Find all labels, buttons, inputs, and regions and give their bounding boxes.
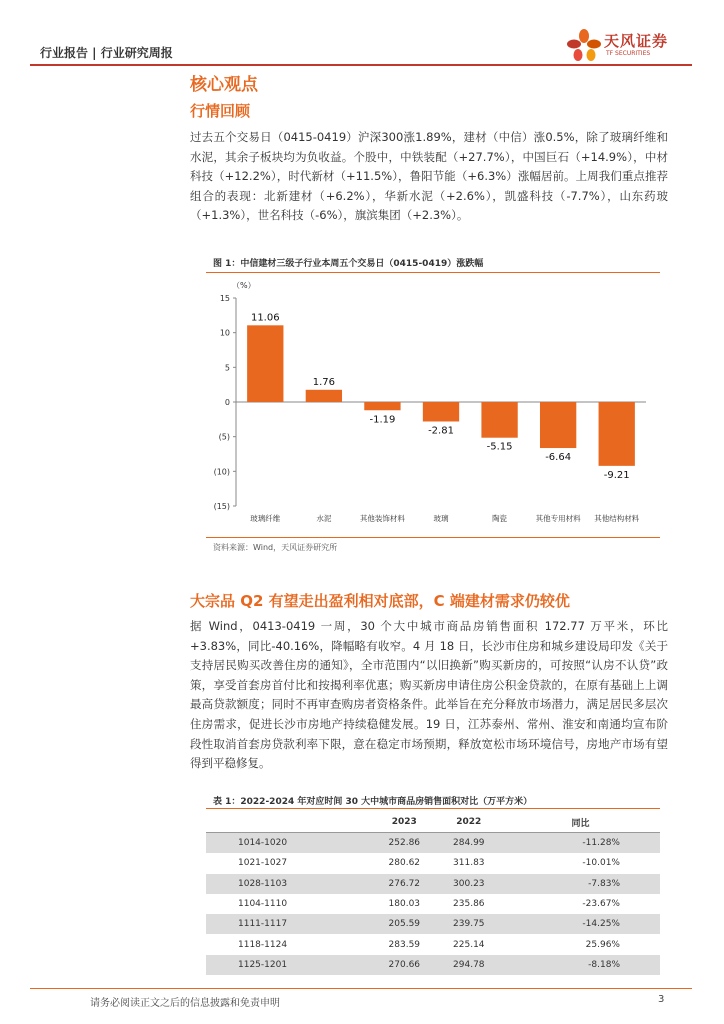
bar bbox=[247, 325, 283, 402]
brand-name: 天风证券 bbox=[604, 32, 669, 50]
table-cell: 1125-1201 bbox=[206, 955, 372, 975]
y-tick-label: 5 bbox=[224, 363, 230, 373]
market-review-paragraph: 过去五个交易日（0415-0419）沪深300涨1.89%，建材（中信）涨0.5%，除了玻璃纤维和水泥，其余子板块均为负收益。个股中，中铁装配（+27.7%），中国巨石（+14.9%），中材科技（+12.2%），时代新材（+11.5%），鲁阳节能（+6.3%）涨幅居前。上周我们重点推荐组合的表现：北新建材（+6.2%），华新水泥（+2.6%），凯盛科技（-7.7%），山东药玻（+1.3%），世名科技（-6%），旗滨集团（+2.3%）。 bbox=[190, 130, 668, 223]
table-cell: 252.86 bbox=[372, 833, 437, 854]
table-header-row bbox=[206, 812, 660, 833]
bar bbox=[306, 390, 342, 402]
footer-divider bbox=[30, 988, 692, 989]
bar bbox=[364, 402, 400, 410]
data-label: -1.19 bbox=[369, 414, 396, 426]
table-row bbox=[206, 934, 660, 954]
table-cell: -10.01% bbox=[582, 858, 620, 869]
table-row bbox=[206, 853, 660, 873]
figure-source: 资料来源：Wind，天风证券研究所 bbox=[213, 543, 338, 552]
footer-disclaimer: 请务必阅读正文之后的信息披露和免责申明 bbox=[90, 998, 280, 1009]
table-title: 表 1：2022-2024 年对应时间 30 大中城市商品房销售面积对比（万平方米） bbox=[213, 797, 533, 807]
y-tick-label: 0 bbox=[224, 398, 230, 407]
data-label: -5.15 bbox=[486, 441, 513, 453]
y-tick-label: 10 bbox=[219, 328, 230, 338]
bar bbox=[540, 402, 576, 448]
table-row bbox=[206, 914, 660, 934]
figure-bottom-rule bbox=[206, 537, 660, 538]
table-header-cell bbox=[206, 812, 372, 833]
sector-return-chart bbox=[206, 278, 660, 536]
table-cell: 1104-1110 bbox=[238, 899, 288, 910]
sales-area-table bbox=[206, 812, 660, 975]
page-title: 核心观点 bbox=[190, 75, 258, 95]
page-number: 3 bbox=[658, 994, 665, 1005]
y-tick-label: 15 bbox=[219, 294, 230, 303]
bar bbox=[423, 402, 459, 421]
table-cell: 270.66 bbox=[372, 955, 437, 975]
table-cell: 311.83 bbox=[453, 858, 485, 869]
figure-title: 图 1：中信建材三级子行业本周五个交易日（0415-0419）涨跌幅 bbox=[213, 259, 484, 269]
table-cell: 180.03 bbox=[388, 899, 421, 910]
data-label: -6.64 bbox=[545, 452, 572, 464]
table-cell: 276.72 bbox=[372, 874, 437, 894]
y-tick-label: (10) bbox=[213, 467, 230, 477]
report-type: 行业报告 | 行业研究周报 bbox=[40, 46, 173, 60]
table-cell: 1111-1117 bbox=[206, 914, 372, 934]
table-row bbox=[206, 874, 660, 894]
table-cell: -7.83% bbox=[501, 874, 660, 894]
table-cell: 283.59 bbox=[388, 939, 421, 950]
table-top-rule bbox=[206, 808, 660, 809]
bar bbox=[481, 402, 517, 438]
table-cell: -8.18% bbox=[501, 955, 660, 975]
brand-logo bbox=[566, 28, 676, 62]
figure-top-rule bbox=[206, 272, 660, 273]
table-cell: 1021-1027 bbox=[238, 858, 288, 869]
y-tick-label: (15) bbox=[213, 502, 230, 511]
y-tick-label: (5) bbox=[218, 432, 230, 442]
table-header-cell: 同比 bbox=[501, 812, 660, 833]
data-label: -2.81 bbox=[428, 425, 454, 437]
table-cell: 1118-1124 bbox=[238, 939, 288, 950]
y-axis-unit: （%） bbox=[232, 281, 256, 290]
table-cell: 1028-1103 bbox=[206, 874, 372, 894]
table-header-cell: 2023 bbox=[372, 812, 437, 833]
data-label: -9.21 bbox=[603, 469, 630, 481]
table-cell: 205.59 bbox=[372, 914, 437, 934]
x-tick-label: 其他专用材料 bbox=[535, 514, 581, 523]
x-tick-label: 玻璃 bbox=[433, 514, 449, 523]
x-tick-label: 玻璃纤维 bbox=[250, 514, 281, 523]
table-cell: 225.14 bbox=[453, 939, 485, 950]
table-cell: 1014-1020 bbox=[206, 833, 372, 854]
brand-flower-icon bbox=[566, 28, 602, 62]
table-cell: -23.67% bbox=[582, 899, 620, 910]
table-cell: 294.78 bbox=[437, 955, 502, 975]
header-divider bbox=[30, 64, 692, 66]
table-header-cell: 2022 bbox=[437, 812, 502, 833]
x-tick-label: 水泥 bbox=[316, 514, 332, 523]
table-row bbox=[206, 955, 660, 975]
table-cell: 239.75 bbox=[437, 914, 502, 934]
table-cell: 284.99 bbox=[437, 833, 502, 854]
x-tick-label: 其他装饰材料 bbox=[359, 514, 405, 523]
data-label: 1.76 bbox=[312, 376, 335, 388]
bar bbox=[599, 402, 635, 466]
brand-sub: TF SECURITIES bbox=[606, 50, 651, 57]
property-paragraph: 据 Wind，0413-0419 一周，30 个大中城市商品房销售面积 172.77 万平米，环比+3.83%，同比-40.16%，降幅略有收窄。4 月 18 日，长沙市住房和城乡建设局印发《关于支持居民购买改善住房的通知》，全市范围内“以旧换新”购买新房的，可按照“认房不认贷”政策，享受首套房首付比和按揭利率优惠；购买新房申请住房公积金贷款的，在原有基础上上调最高贷款额度；同时不再审查购房者资格条件。此举旨在充分释放市场潜力，满足居民多层次住房需求，促进长沙市房地产持续稳健发展。19 日，江苏泰州、常州、淮安和南通均宣布阶段性取消首套房贷款利率下限，意在稳定市场预期，释放宽松市场环境信号，房地产市场有望得到平稳修复。 bbox=[190, 619, 668, 771]
table-cell: -11.28% bbox=[501, 833, 660, 854]
data-label: 11.06 bbox=[250, 312, 280, 324]
table-cell: -14.25% bbox=[501, 914, 660, 934]
table-row bbox=[206, 894, 660, 914]
x-tick-label: 陶瓷 bbox=[492, 514, 508, 523]
table-cell: 25.96% bbox=[585, 939, 620, 950]
table-cell: 300.23 bbox=[437, 874, 502, 894]
section-title-commodities: 大宗品 Q2 有望走出盈利相对底部，C 端建材需求仍较优 bbox=[190, 592, 570, 610]
table-cell: 280.62 bbox=[388, 858, 421, 869]
table-row bbox=[206, 833, 660, 854]
section-title-market-review: 行情回顾 bbox=[190, 102, 251, 120]
table-cell: 235.86 bbox=[453, 899, 485, 910]
x-tick-label: 其他结构材料 bbox=[594, 514, 640, 523]
